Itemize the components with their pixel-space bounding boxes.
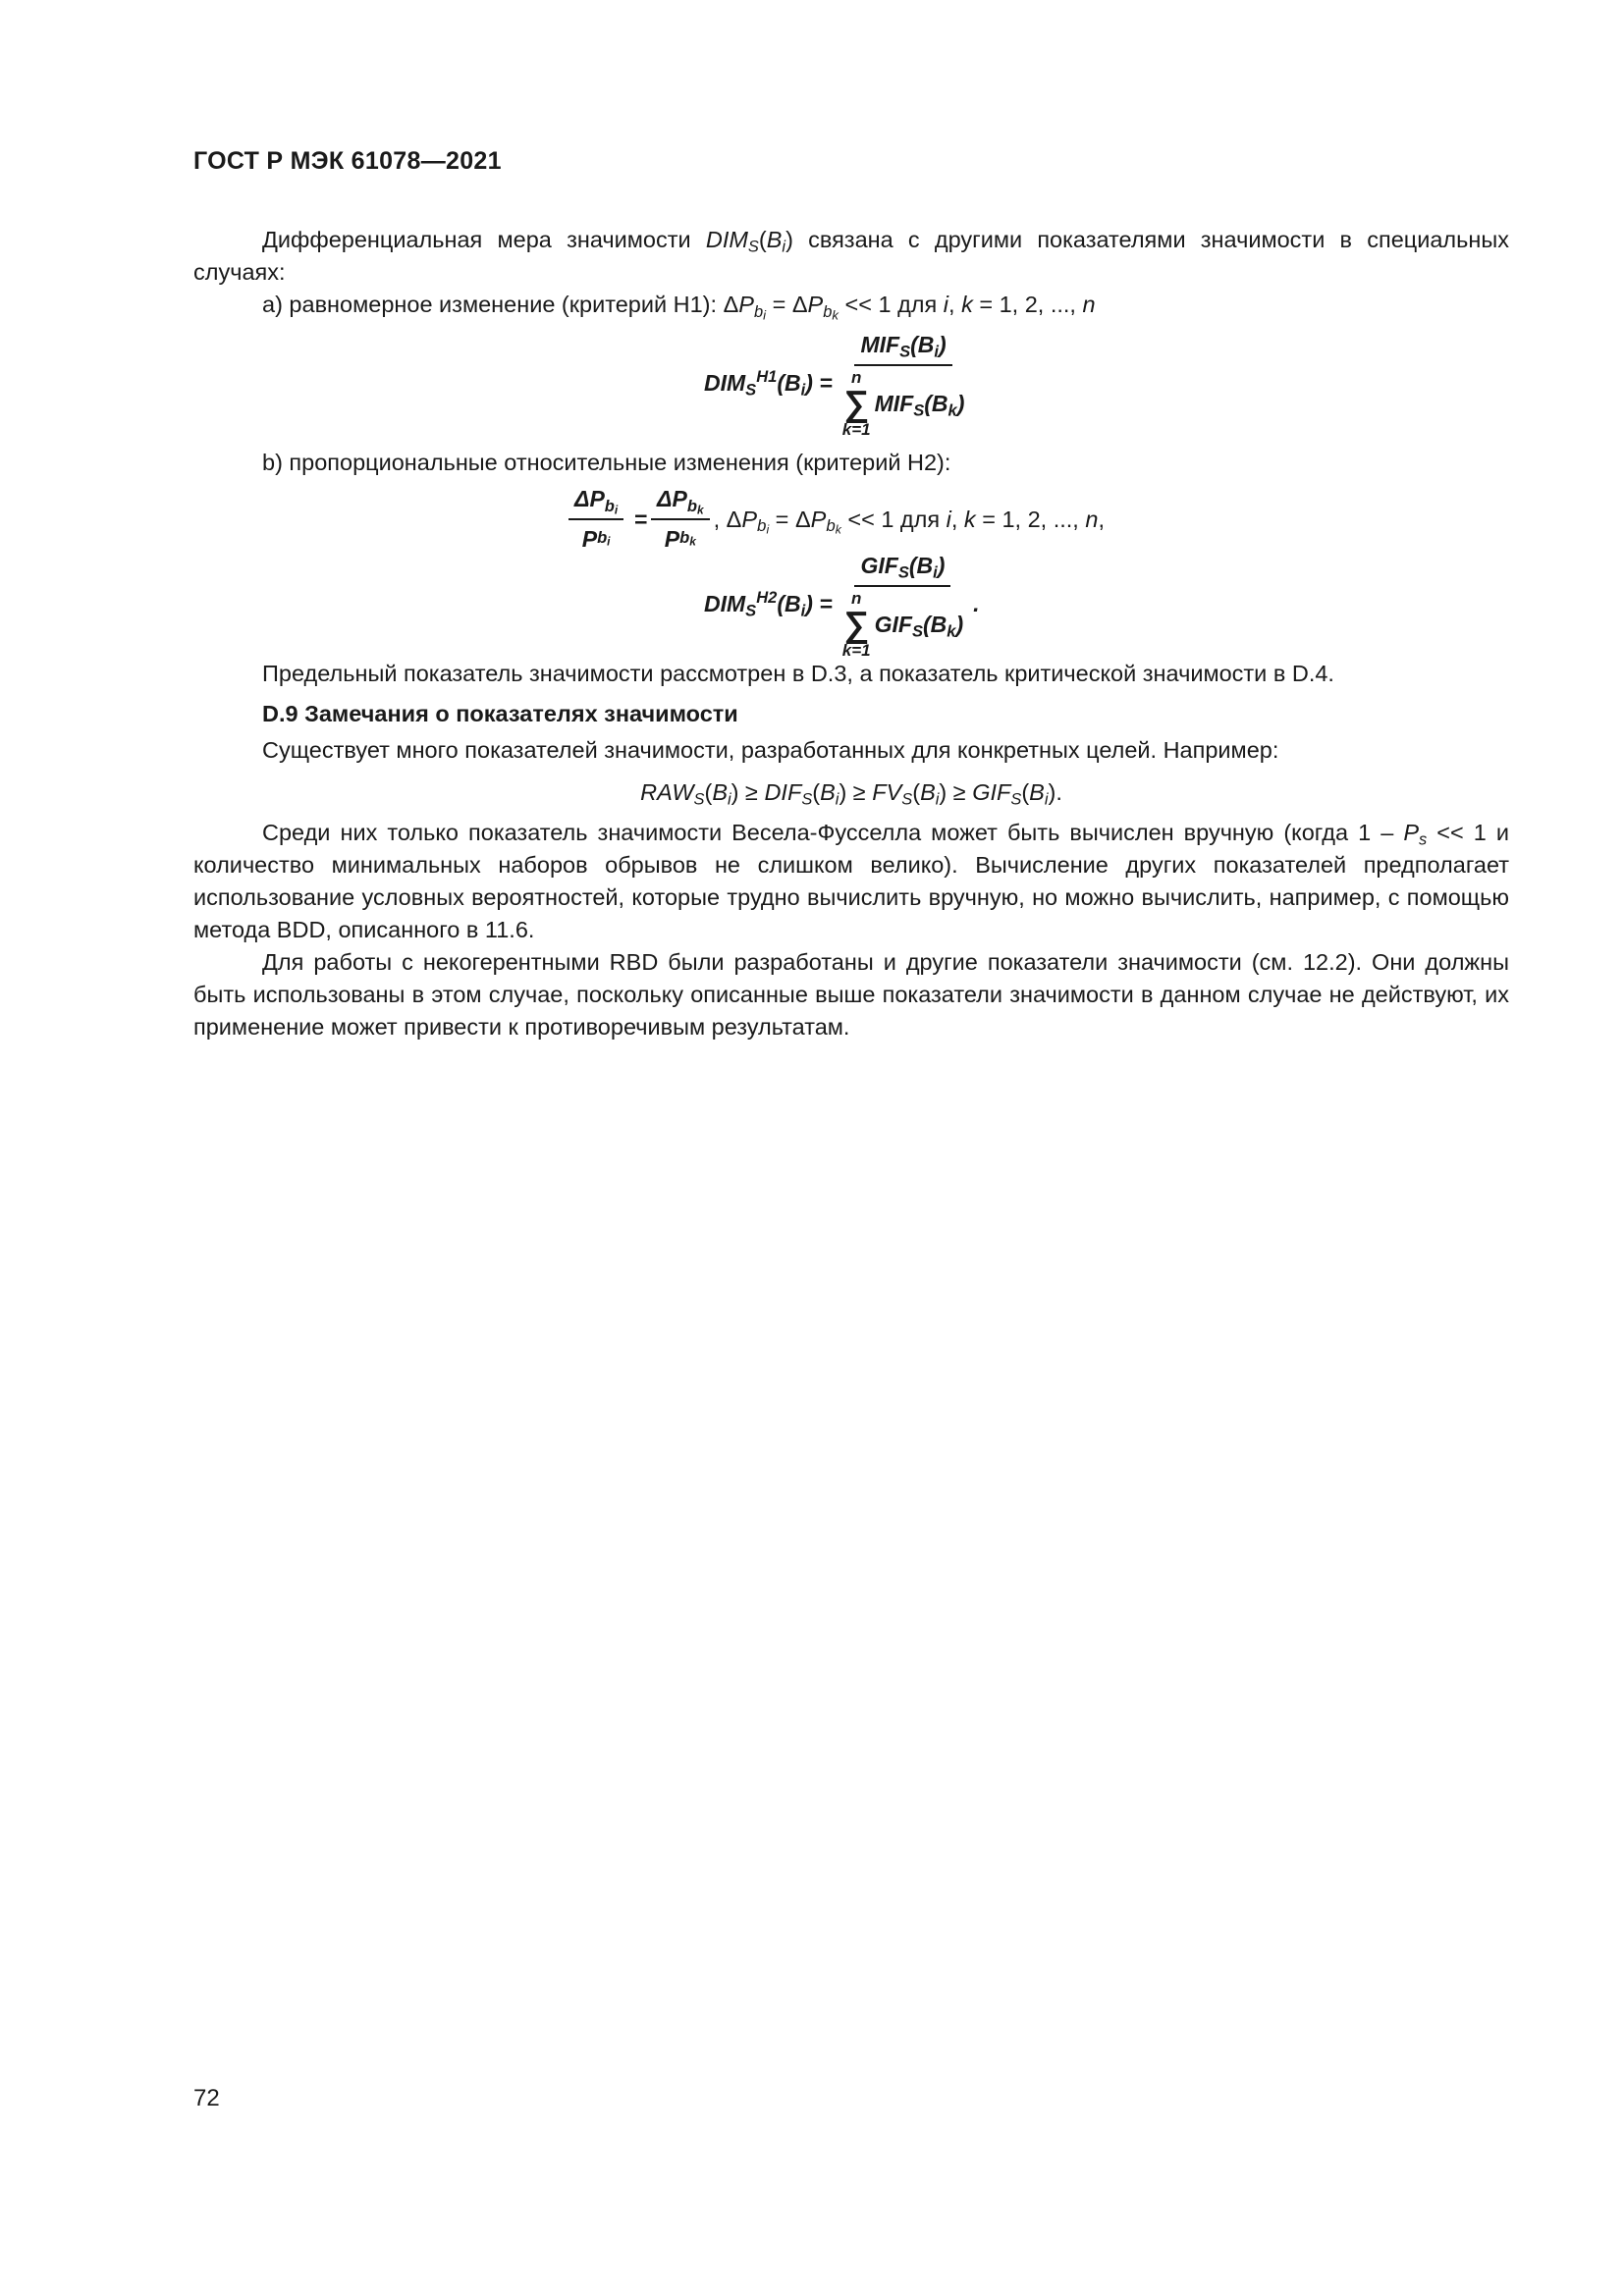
section-heading-d9: D.9 Замечания о показателях значимости xyxy=(262,701,738,726)
paragraph-many-indices: Существует много показателей значимости, разработанных для конкретных целей. Например: xyxy=(262,737,1279,763)
formula-inequality-chain: $RAW_S(B_i) \ge DIF_S(B_i) \ge FV_S(B_i) \ge GIF_S(B_i)$. xyxy=(640,779,1062,809)
page-content xyxy=(193,224,1509,1043)
paragraph-noncoherent-rbd: Для работы с некогерентными RBD были разработаны и другие показатели значимости (см. 12.2). Они должны быть использованы в этом случае, поскольку описанные выше показатели значимости в данном случае не действуют, их применение может привести к противоречивым результатам. xyxy=(193,949,1509,1040)
paragraph-limit-index: Предельный показатель значимости рассмотрен в D.3, а показатель критической значимости в D.4. xyxy=(262,661,1334,686)
item-b-proportional-change: b) пропорциональные относительные изменения (критерий H2): xyxy=(262,450,951,475)
page-number: 72 xyxy=(193,2085,220,2111)
formula-h2-condition: $\Delta P_{b_i}$ P $b_i$ = $\Delta P_{b_k}$ P $b_k$ , $\Delta P_{b_i} = \Delta P_{b_k} << 1$ для i, k = 1, 2, ..., n, xyxy=(565,483,1105,556)
paragraph-vesely-fussell: Среди них только показатель значимости Весела-Фусселла может быть вычислен вручную (когда $1 - P_s << 1$ и количество минимальных наборов обрывов не слишком велико). Вычисление других показателей предполагает использование условных вероятностей, которые трудно вычислить вручную, но можно вычислить, например, с помощью метода BDD, описанного в 11.6. xyxy=(193,820,1509,942)
item-a-uniform-change: a) равномерное изменение (критерий H1): $\Delta P_{b_i} = \Delta P_{b_k} << 1$ для i, k = 1, 2, ..., n xyxy=(262,292,1096,323)
formula-dim-h1: $DIM_S^{H1}(B_i)$ = $MIF_S(B_i)$ n ∑ k=1 $MIF_S(B_k)$ xyxy=(704,329,974,438)
formula-dim-h1-block xyxy=(193,321,1509,447)
formula-h2-condition-block xyxy=(193,479,1509,550)
paragraph-dim-intro: Дифференциальная мера значимости $DIM_S(B_i)$ связана с другими показателями значимости в специальных случаях: xyxy=(193,227,1510,285)
formula-dim-h2: $DIM_S^{H2}(B_i)$ = $GIF_S(B_i)$ n ∑ k=1 $GIF_S(B_k)$ . xyxy=(704,550,980,659)
page-header: ГОСТ Р МЭК 61078—2021 xyxy=(193,147,502,175)
formula-dim-h2-block xyxy=(193,550,1509,658)
